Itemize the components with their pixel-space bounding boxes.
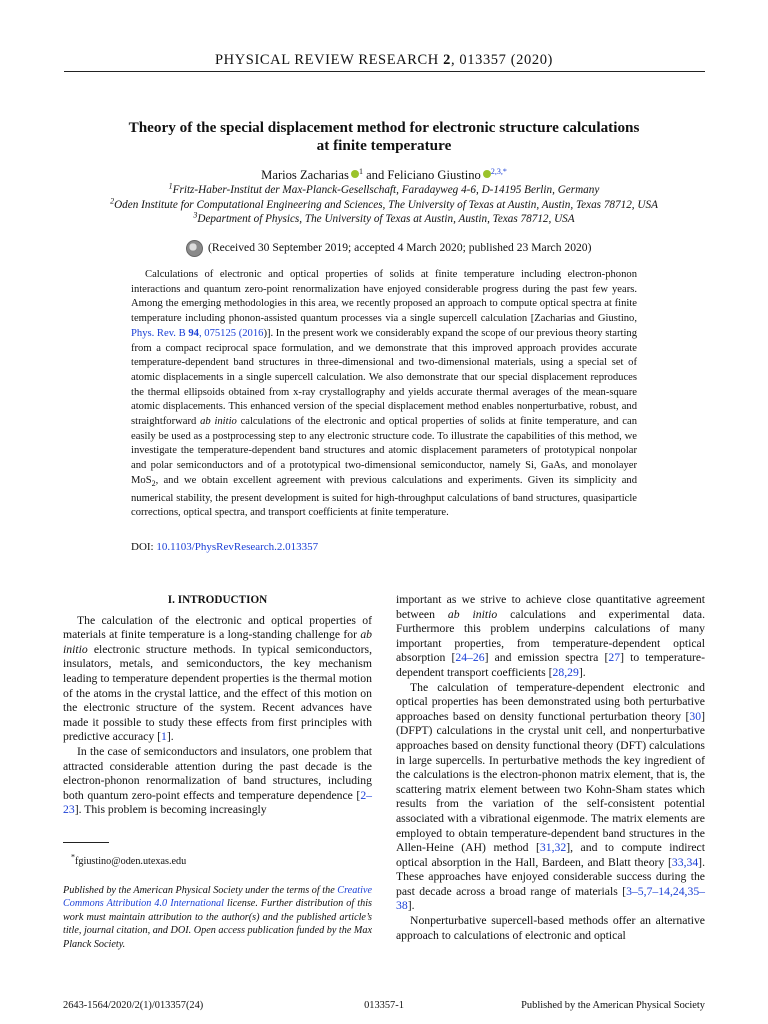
body-text: The calculation of the electronic and optical properties of materials at finite temperature is a long-standing challenge for <box>63 613 372 642</box>
author-name[interactable]: Marios Zacharias <box>261 168 349 182</box>
footnote-email[interactable]: fgiustino@oden.utexas.edu <box>75 856 187 867</box>
doi-label: DOI: <box>131 541 157 553</box>
citation-link[interactable]: 31,32 <box>539 841 567 855</box>
license-text: license. Further distribution of this work must maintain attribution to the author(s) and the published article’s title, journal citation, and DOI. Open access publication funded by the Max Planck Society. <box>63 898 372 950</box>
citation-link[interactable]: 27 <box>608 651 621 665</box>
orcid-icon[interactable] <box>483 170 491 178</box>
citation-link[interactable]: 28,29 <box>552 665 579 679</box>
body-text: electronic structure methods. In typical semiconductors, insulators, metals, and semiconductors, the key mechanism leading to temperature dependent properties is the thermal motion of the atoms in the crystal lattice, and the effect of this motion on the electronic structure of the system. Recent advances have made it possible to study these effects from first principles with predictive accuracy [ <box>63 642 372 744</box>
license-text: Published by the American Physical Society under the terms of the <box>63 885 338 896</box>
body-paragraph <box>396 681 705 915</box>
body-paragraph <box>63 614 372 745</box>
ref-volume: 94 <box>188 327 199 339</box>
header-rule <box>64 71 705 72</box>
citation-link[interactable]: 24–26 <box>455 651 485 665</box>
footer-issn: 2643-1564/2020/2(1)/013357(24) <box>63 1000 204 1011</box>
abstract <box>131 268 637 521</box>
author-list <box>0 168 768 183</box>
abstract-text: , and we obtain excellent agreement with previous calculations and experiments. Given its simplicity and numerical stability, the present development is suited for high-throughput calculations of band structures, quasiparticle corrections, optical spectra, and transport coefficients at finite temperature. <box>131 474 637 519</box>
right-column <box>396 593 705 943</box>
abstract-text: Calculations of electronic and optical properties of solids at finite temperature including electron-phonon interactions and quantum zero-point renormalization have enjoyed considerable progress during the past few years. Among the emerging methodologies in this area, we recently proposed an approach to compute optical spectra at finite temperature including phonon-assisted quantum processes via a single supercell calculation [Zacharias and Giustino, <box>131 269 637 325</box>
title-line-2: at finite temperature <box>316 137 452 154</box>
body-text: ] and emission spectra [ <box>484 651 609 665</box>
article-title <box>110 119 658 155</box>
body-text: ], and to compute indirect optical absorption in the Hall, Bardeen, and Blatt theory [ <box>396 841 705 869</box>
citation-link[interactable]: 30 <box>689 709 702 723</box>
abstract-text: )]. In the present work we considerably expand the scope of our previous theory starting from a compact reciprocal space formulation, and we demonstrate that this improved approach provides accurate temperature-dependent band structures in three-dimensional and two-dimensional materials, using a special set of atomic displacements in a single supercell calculation. We also demonstrate that our special displacement reproduces the thermal ellipsoids obtained from x-ray crystallography and yields accurate thermal averages of the mean-square atomic displacements. This enhanced version of the special displacement method enables nonperturbative, robust, and straightforward <box>131 327 637 428</box>
affiliation <box>0 181 768 196</box>
footer-publisher: Published by the American Physical Society <box>521 1000 705 1011</box>
body-text: ]. These approaches have enjoyed considerable success during the past decade across a broad range of materials [ <box>396 855 705 898</box>
body-text: ] to temperature-dependent transport coefficients [ <box>396 651 706 679</box>
body-paragraph: Nonperturbative supercell-based methods offer an alternative approach to calculations of electronic and optical <box>396 914 705 942</box>
body-paragraph <box>63 745 372 818</box>
journal-header <box>0 52 768 69</box>
body-text: ]. <box>166 730 174 744</box>
body-text: calculations and experimental data. Furthermore this problem underpins calculations of many important properties, from temperature-dependent optical absorption [ <box>396 607 705 665</box>
journal-volume: 2 <box>443 52 451 68</box>
body-italic: ab initio <box>63 628 372 656</box>
affiliation-text: Fritz-Haber-Institut der Max-Planck-Gesellschaft, Faradayweg 4-6, D-14195 Berlin, Germany <box>172 184 600 196</box>
body-text: ]. <box>578 665 586 679</box>
body-paragraph <box>396 593 705 681</box>
author-affiliation-sup[interactable]: 2,3,* <box>490 166 507 176</box>
left-column <box>63 593 372 818</box>
body-text: ] (DFPT) calculations in the crystal unit cell, and nonperturbative approaches based on density functional theory (DFT) calculations in large supercells. In perturbative methods the key ingredient of the calculations is the electron-phonon matrix element, that is, the scattering matrix element between two Kohn-Sham states which results from the variation of the self-consistent potential associated with a vibrational eigenmode. The matrix elements are employed to obtain temperature-dependent band structures in the Allen-Heine (AH) method [ <box>396 709 705 855</box>
citation-link[interactable]: 33,34 <box>671 855 699 869</box>
check-updates-icon[interactable] <box>186 240 203 257</box>
body-text: The calculation of temperature-dependent electronic and optical properties has been demonstrated using both perturbative approaches based on density functional perturbation theory [ <box>396 680 705 723</box>
footnote-rule <box>63 842 109 843</box>
body-text: ]. <box>407 899 415 913</box>
doi-link[interactable]: 10.1103/PhysRevResearch.2.013357 <box>156 541 319 553</box>
ref-journal: Phys. Rev. B <box>131 327 189 339</box>
subscript: 2 <box>151 478 156 488</box>
journal-name: PHYSICAL REVIEW RESEARCH <box>215 52 439 68</box>
license-notice <box>63 884 372 951</box>
affiliation-sup: 1 <box>168 181 173 191</box>
abstract-text: calculations of the electronic and optical properties of solids at finite temperature, and can easily be used as a postprocessing step to any electronic structure code. To illustrate the capabilities of this method, we investigate the temperature-dependent band structures and atomic displacement parameters of prototypical nonpolar and polar semiconductors and of a prototypical two-dimensional semiconductor, namely Si, GaAs, and monolayer MoS <box>131 416 637 486</box>
author-affiliation-sup: 1 <box>358 166 363 176</box>
affiliation-sup: 3 <box>193 210 198 220</box>
affiliation <box>0 210 768 225</box>
citation-link[interactable]: 3–5,7–14,24,35–38 <box>396 884 705 913</box>
doi <box>131 541 318 553</box>
footer-page-number: 013357-1 <box>364 1000 404 1011</box>
author-conjunction: and <box>362 168 388 182</box>
ref-year[interactable]: 2016 <box>242 327 264 339</box>
title-line-1: Theory of the special displacement method for electronic structure calculations <box>128 119 640 136</box>
orcid-icon[interactable] <box>351 170 359 178</box>
footnote-mark: * <box>71 852 75 862</box>
affiliation-text: Oden Institute for Computational Engineering and Sciences, The University of Texas at Austin, Austin, Texas 78712, USA <box>114 199 658 211</box>
citation-link[interactable]: 1 <box>160 730 167 744</box>
body-text: ]. This problem is becoming increasingly <box>74 803 267 817</box>
body-text: important as we strive to achieve close quantitative agreement between <box>396 593 705 621</box>
received-dates: (Received 30 September 2019; accepted 4 March 2020; published 23 March 2020) <box>208 241 592 254</box>
journal-citation: , 013357 (2020) <box>450 52 553 68</box>
reference-link[interactable] <box>131 328 242 339</box>
affiliation <box>0 196 768 211</box>
citation-link[interactable]: 2–23 <box>63 788 372 817</box>
affiliation-sup: 2 <box>110 196 115 206</box>
body-italic: ab initio <box>447 607 498 621</box>
abstract-italic: ab initio <box>200 416 237 428</box>
section-heading: I. INTRODUCTION <box>167 594 268 606</box>
footnote <box>63 852 372 867</box>
affiliation-text: Department of Physics, The University of Texas at Austin, Austin, Texas 78712, USA <box>197 213 575 225</box>
license-link[interactable]: Creative Commons Attribution 4.0 International <box>63 885 372 910</box>
body-text: In the case of semiconductors and insulators, one problem that attracted considerable attention during the past decade is the electron-phonon renormalization of band structures, including both quantum zero-point effects and temperature dependence [ <box>63 744 372 802</box>
ref-article: , 075125 ( <box>198 327 243 339</box>
author-name[interactable]: Feliciano Giustino <box>387 168 481 182</box>
